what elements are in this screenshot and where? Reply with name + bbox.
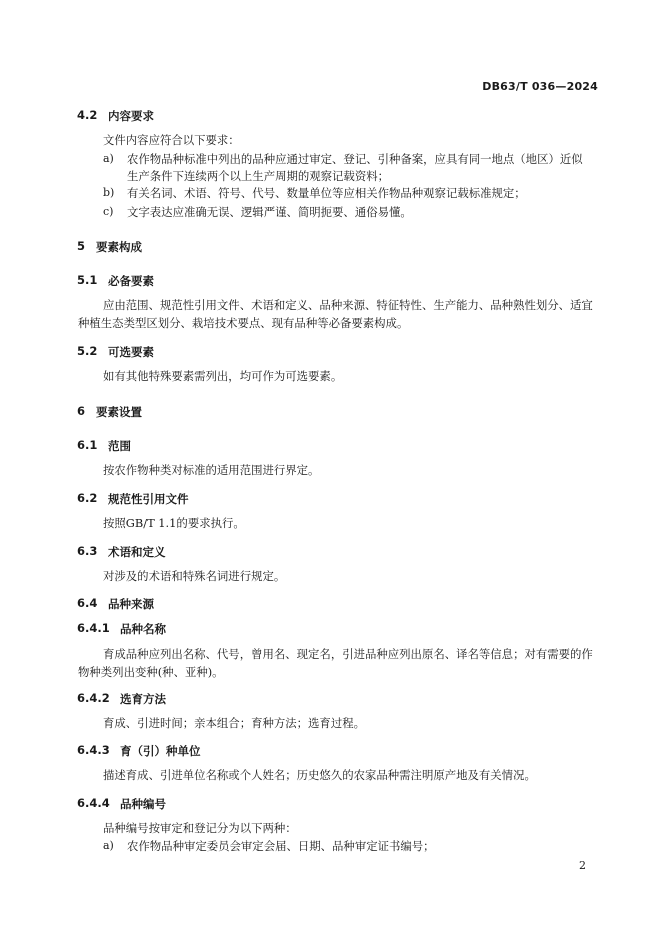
paragraph: 如有其他特殊要素需列出，均可作为可选要素。 xyxy=(103,369,343,383)
section-number: 5.1 xyxy=(77,273,98,287)
section-title: 范围 xyxy=(108,439,131,453)
list-item-text: 农作物品种标准中列出的品种应通过审定、登记、引种备案，应具有同一地点（地区）近似 xyxy=(127,152,583,166)
section-number: 6.1 xyxy=(77,438,98,452)
page-number: 2 xyxy=(579,859,586,872)
section-number: 6.4 xyxy=(77,596,98,610)
section-number: 6.4.1 xyxy=(77,621,110,635)
section-title: 术语和定义 xyxy=(108,545,166,559)
list-item-letter: a) xyxy=(103,152,114,165)
list-item-text: 文字表达应准确无误、逻辑严谨、简明扼要、通俗易懂。 xyxy=(127,205,412,219)
list-item-letter: b) xyxy=(103,186,115,199)
section-title: 要素设置 xyxy=(96,405,142,419)
section-title: 必备要素 xyxy=(108,274,154,288)
paragraph-cont: 物种类列出变种(种、亚种)。 xyxy=(78,665,224,679)
section-number: 6.4.3 xyxy=(77,743,110,757)
paragraph: 描述育成、引进单位名称或个人姓名；历史悠久的农家品种需注明原产地及有关情况。 xyxy=(103,768,536,782)
list-item-text-cont: 生产条件下连续两个以上生产周期的观察记载资料； xyxy=(127,169,389,183)
paragraph: 按农作物种类对标准的适用范围进行界定。 xyxy=(103,463,320,477)
section-number: 4.2 xyxy=(77,108,98,122)
section-number: 6 xyxy=(77,404,86,418)
document-code: DB63/T 036—2024 xyxy=(482,80,598,93)
list-item-letter: c) xyxy=(103,205,114,218)
section-number: 5.2 xyxy=(77,344,98,358)
paragraph: 对涉及的术语和特殊名词进行规定。 xyxy=(103,569,286,583)
section-title: 内容要求 xyxy=(108,109,154,123)
section-title: 品种编号 xyxy=(120,797,166,811)
paragraph: 文件内容应符合以下要求： xyxy=(103,133,240,147)
section-title: 育（引）种单位 xyxy=(120,744,201,758)
section-title: 选育方法 xyxy=(120,692,166,706)
paragraph: 应由范围、规范性引用文件、术语和定义、品种来源、特征特性、生产能力、品种熟性划分、适宜 xyxy=(103,298,593,312)
section-number: 6.2 xyxy=(77,491,98,505)
section-number: 6.4.4 xyxy=(77,796,110,810)
list-item-text: 农作物品种审定委员会审定会届、日期、品种审定证书编号； xyxy=(127,839,435,853)
list-item-letter: a) xyxy=(103,839,114,852)
paragraph: 育成、引进时间；亲本组合；育种方法；选育过程。 xyxy=(103,716,365,730)
list-item-text: 有关名词、术语、符号、代号、数量单位等应相关作物品种观察记载标准规定； xyxy=(127,186,526,200)
paragraph-cont: 种植生态类型区划分、栽培技术要点、现有品种等必备要素构成。 xyxy=(78,316,409,330)
section-title: 品种来源 xyxy=(108,597,154,611)
paragraph: 育成品种应列出名称、代号，曾用名、现定名，引进品种应列出原名、译名等信息；对有需要的作 xyxy=(103,647,593,661)
section-title: 可选要素 xyxy=(108,345,154,359)
section-number: 6.4.2 xyxy=(77,691,110,705)
section-title: 要素构成 xyxy=(96,240,142,254)
section-number: 6.3 xyxy=(77,544,98,558)
section-title: 品种名称 xyxy=(120,622,166,636)
paragraph: 按照GB/T 1.1的要求执行。 xyxy=(103,516,245,530)
section-title: 规范性引用文件 xyxy=(108,492,189,506)
section-number: 5 xyxy=(77,239,86,253)
paragraph: 品种编号按审定和登记分为以下两种： xyxy=(103,821,297,835)
